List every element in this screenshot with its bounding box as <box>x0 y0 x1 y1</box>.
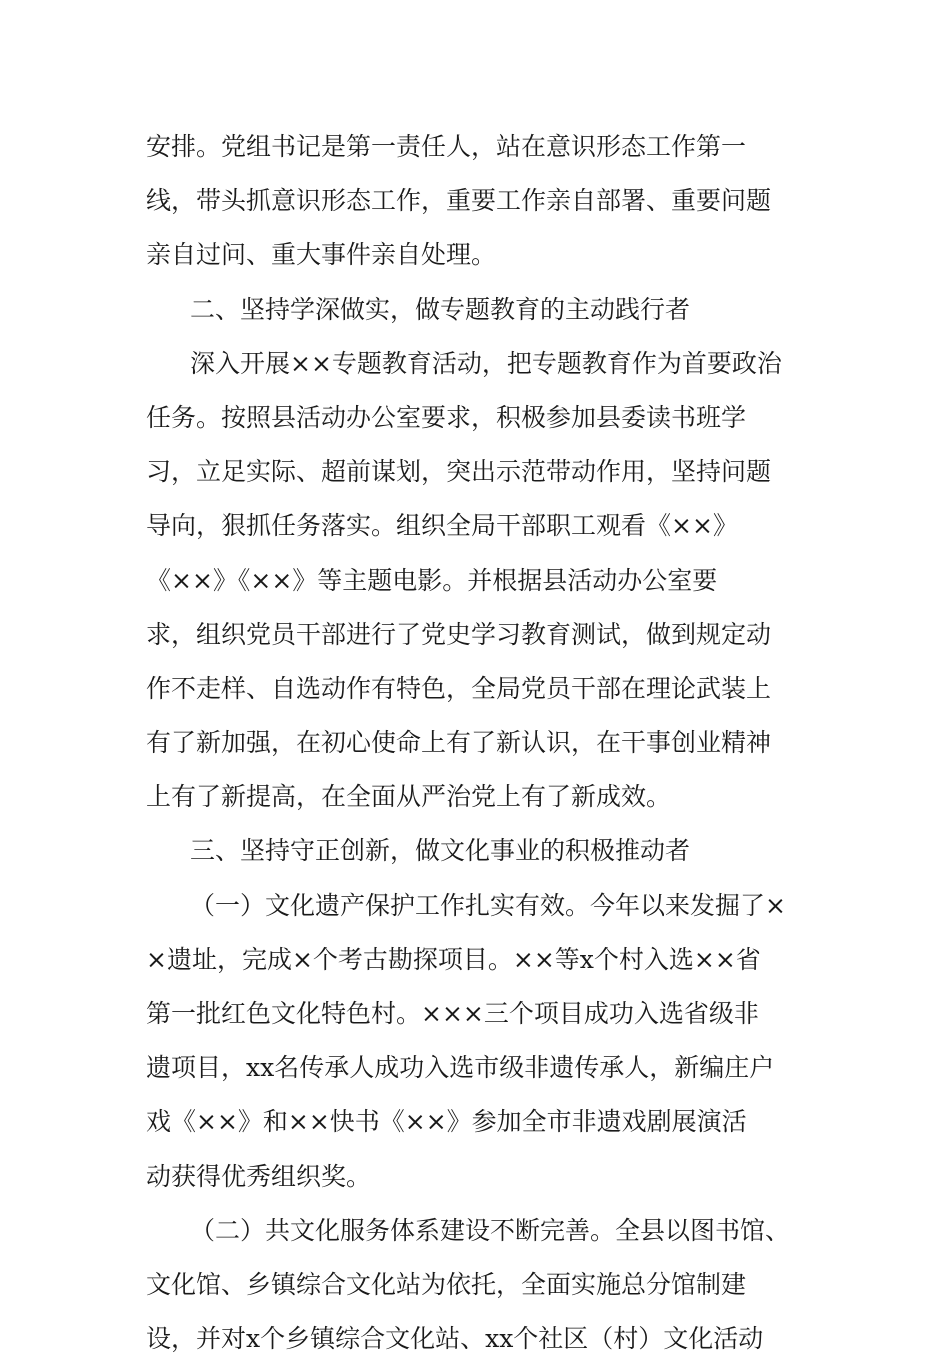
text-line: 习，立足实际、超前谋划，突出示范带动作用，坚持问题 <box>146 457 772 487</box>
text-line: 线，带头抓意识形态工作，重要工作亲自部署、重要问题 <box>146 186 772 216</box>
text-line: 上有了新提高，在全面从严治党上有了新成效。 <box>146 782 672 812</box>
text-line: 导向，狠抓任务落实。组织全局干部职工观看《××》 <box>146 511 738 541</box>
document-body <box>146 120 806 1366</box>
text-line: 第一批红色文化特色村。×××三个项目成功入选省级非 <box>146 999 759 1028</box>
text-line: ×遗址，完成×个考古勘探项目。××等x个村入选××省 <box>146 944 761 974</box>
text-line: 文化馆、乡镇综合文化站为依托，全面实施总分馆制建 <box>146 1269 747 1299</box>
section-heading: 三、坚持守正创新，做文化事业的积极推动者 <box>190 836 691 866</box>
text-line: （一）文化遗产保护工作扎实有效。今年以来发掘了× <box>190 890 786 920</box>
text-line: 有了新加强，在初心使命上有了新认识，在干事创业精神 <box>146 728 772 758</box>
text-line: 《××》《××》等主题电影。并根据县活动办公室要 <box>146 565 718 595</box>
text-line: 遗项目，xx名传承人成功入选市级非遗传承人，新编庄户 <box>146 1053 775 1083</box>
text-line: 求，组织党员干部进行了党史学习教育测试，做到规定动 <box>146 619 772 649</box>
text-line: 安排。党组书记是第一责任人，站在意识形态工作第一 <box>146 132 747 161</box>
section-heading: 二、坚持学深做实，做专题教育的主动践行者 <box>190 294 691 324</box>
text-line: 动获得优秀组织奖。 <box>146 1161 372 1191</box>
text-line: 任务。按照县活动办公室要求，积极参加县委读书班学 <box>146 402 747 432</box>
text-line: 戏《××》和××快书《××》参加全市非遗戏剧展演活 <box>146 1107 747 1137</box>
text-line: 亲自过问、重大事件亲自处理。 <box>146 240 497 270</box>
text-line: 作不走样、自选动作有特色，全局党员干部在理论武装上 <box>146 673 772 703</box>
text-line: 设，并对x个乡镇综合文化站、xx个社区（村）文化活动 <box>146 1324 764 1354</box>
text-line: （二）共文化服务体系建设不断完善。全县以图书馆、 <box>190 1215 791 1245</box>
text-line: 深入开展××专题教育活动，把专题教育作为首要政治 <box>190 348 782 378</box>
